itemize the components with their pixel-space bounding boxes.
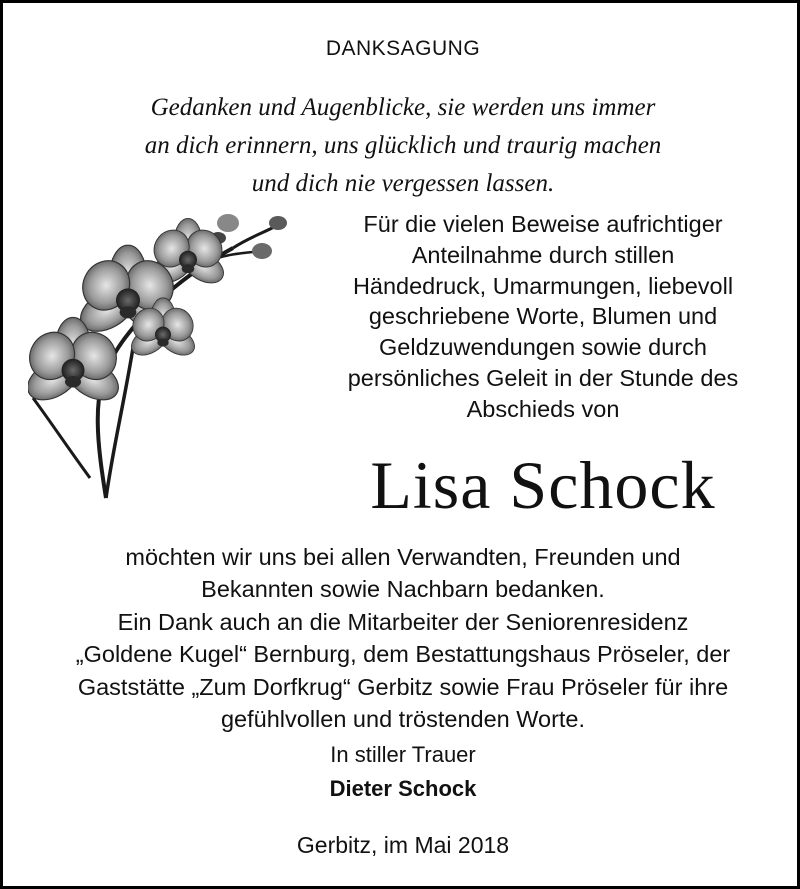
intro-line: Händedruck, Umarmungen, liebevoll — [352, 272, 734, 299]
thanks-line: Bekannten sowie Nachbarn bedanken. — [201, 576, 605, 603]
intro-line: Anteilnahme durch stillen — [411, 241, 675, 268]
mourning-label: In stiller Trauer — [330, 742, 476, 767]
intro-line: Für die vielen Beweise aufrichtiger — [363, 211, 723, 237]
thanks-line: möchten wir uns bei allen Verwandten, Freunden und — [125, 544, 681, 570]
thanks-line: „Goldene Kugel“ Bernburg, dem Bestattungshaus Pröseler, der — [75, 641, 731, 668]
place-date: Gerbitz, im Mai 2018 — [296, 832, 510, 858]
heading: DANKSAGUNG — [325, 37, 481, 60]
thanks-line: Gaststätte „Zum Dorfkrug“ Gerbitz sowie Frau Pröseler für ihre — [77, 673, 729, 700]
poem-line: und dich nie vergessen lassen. — [251, 170, 555, 197]
thanks-line: Ein Dank auch an die Mitarbeiter der Seniorenresidenz — [117, 608, 689, 635]
poem-line: an dich erinnern, uns glücklich und traurig machen — [144, 132, 662, 159]
intro-line: Abschieds von — [466, 395, 620, 422]
poem-line: Gedanken und Augenblicke, sie werden uns immer — [150, 94, 656, 121]
thanks-line: gefühlvollen und tröstenden Worte. — [220, 706, 586, 733]
intro-line: geschriebene Worte, Blumen und — [368, 303, 718, 330]
intro-line: Geldzuwendungen sowie durch — [379, 334, 707, 361]
deceased-name: Lisa Schock — [370, 447, 716, 523]
intro-text — [303, 209, 783, 425]
poem — [3, 89, 800, 203]
intro-line: persönliches Geleit in der Stunde des — [347, 364, 739, 391]
orchid-branch-icon — [28, 208, 303, 503]
thanks-text — [3, 541, 800, 735]
signer-name: Dieter Schock — [329, 776, 477, 801]
